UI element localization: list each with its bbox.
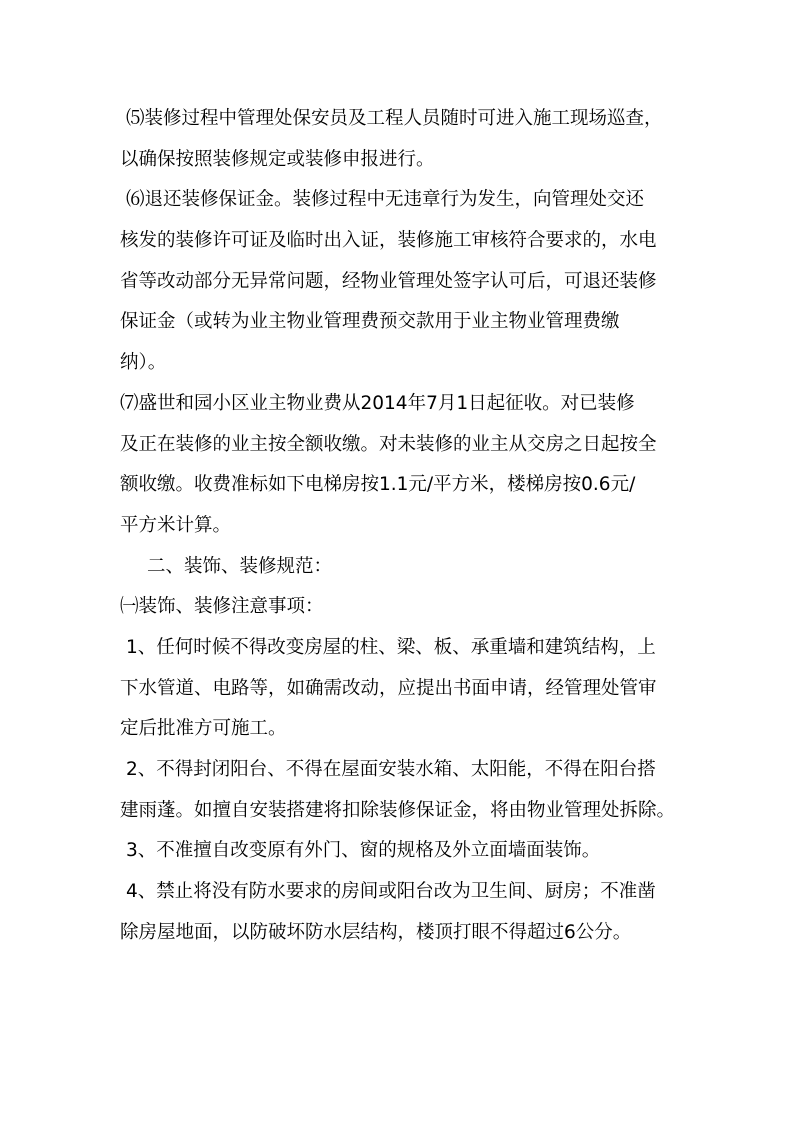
rule-2-line-1: 2、不得封闭阳台、不得在屋面安装水箱、太阳能，不得在阳台搭 [126, 759, 656, 780]
rule-1-line-2: 下水管道、电路等，如确需改动，应提出书面申请，经管理处管审 [120, 677, 657, 699]
paragraph-6-line-2: 核发的装修许可证及临时出入证，装修施工审核符合要求的，水电 [120, 230, 657, 252]
rule-2-line-2: 建雨蓬。如擅自安装搭建将扣除装修保证金，将由物业管理处拆除。 [120, 799, 676, 821]
paragraph-6-line-5: 纳）。 [120, 352, 167, 374]
rule-1-line-3: 定后批准方可施工。 [120, 718, 287, 740]
rule-3-line-1: 3、不准擅自改变原有外门、窗的规格及外立面墙面装饰。 [126, 840, 601, 862]
paragraph-7-line-2: 及正在装修的业主按全额收缴。对未装修的业主从交房之日起按全 [120, 433, 657, 455]
section-2-heading: 二、装饰、装修规范： [147, 555, 333, 577]
rule-4-line-2: 除房屋地面，以防破坏防水层结构，楼顶打眼不得超过6公分。 [120, 921, 632, 943]
paragraph-6-line-1: ⑹退还装修保证金。装修过程中无违章行为发生，向管理处交还 [126, 189, 645, 211]
paragraph-5-line-2: 以确保按照装修规定或装修申报进行。 [120, 148, 435, 170]
document-body [120, 99, 676, 953]
paragraph-6-line-4: 保证金（或转为业主物业管理费预交款用于业主物业管理费缴 [120, 311, 620, 333]
subsection-1-heading: ㈠装饰、装修注意事项： [120, 596, 324, 618]
paragraph-6-line-3: 省等改动部分无异常问题，经物业管理处签字认可后，可退还装修 [120, 270, 657, 292]
paragraph-7-line-3: 额收缴。收费准标如下电梯房按1.1元/平方米，楼梯房按0.6元/ [120, 474, 636, 496]
rule-4-line-1: 4、禁止将没有防水要求的房间或阳台改为卫生间、厨房；不准凿 [126, 881, 656, 903]
paragraph-5-line-1: ⑸装修过程中管理处保安员及工程人员随时可进入施工现场巡查， [126, 108, 663, 129]
paragraph-7-line-4: 平方米计算。 [120, 514, 232, 536]
rule-1-line-1: 1、任何时候不得改变房屋的柱、梁、板、承重墙和建筑结构，上 [126, 636, 656, 658]
paragraph-7-line-1: ⑺盛世和园小区业主物业费从2014年7月1日起征收。对已装修 [120, 392, 635, 414]
